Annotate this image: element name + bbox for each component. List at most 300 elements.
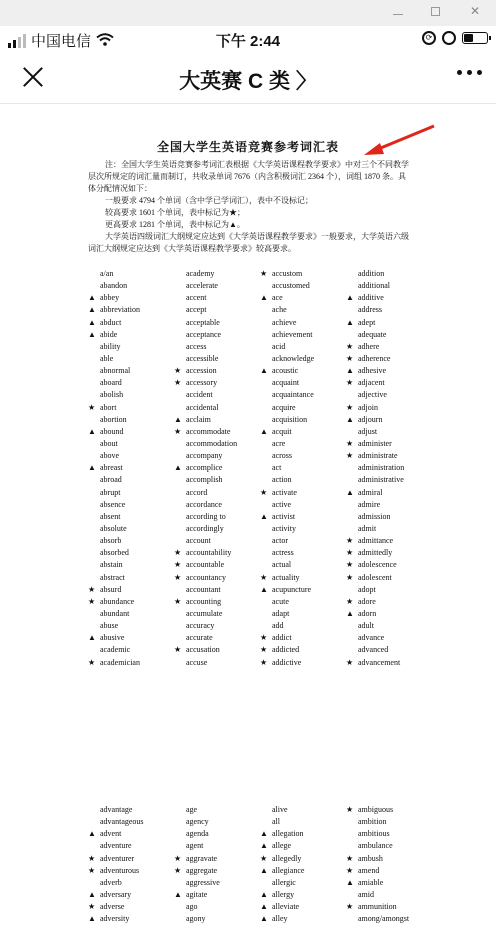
vocab-word: abound [100,426,124,436]
level-mark: ▲ [346,293,354,303]
minimize-button[interactable] [393,7,403,15]
vocab-word: academy [186,269,215,278]
vocab-entry [346,304,434,316]
vocab-word: additional [358,281,390,291]
intro-text [88,159,418,255]
vocab-word: accessory [186,378,218,388]
vocab-word: account [186,536,211,546]
level-mark: ▲ [88,463,96,473]
vocab-word: accustom [272,269,303,278]
level-mark: ★ [346,853,354,863]
vocab-word: acquit [272,426,292,436]
vocab-entry [260,816,348,828]
vocab-entry [260,535,348,547]
vocab-entry [346,877,434,889]
vocab-entry [174,877,262,889]
vocab-entry [88,632,176,644]
vocab-word: acclaim [186,414,211,424]
vocab-word: advanced [358,645,389,655]
vocab-entry [88,438,176,450]
vocab-word: abstain [100,560,123,570]
vocab-entry [260,365,348,377]
level-mark: ★ [174,560,182,570]
intro-line: 更高要求 1281 个单词，表中标记为▲。 [105,220,245,229]
vocab-word: about [100,438,118,448]
vocab-word: across [272,451,292,461]
vocab-word: advantageous [100,817,144,827]
vocab-word: ambitious [358,829,390,839]
vocab-word: accident [186,390,213,400]
vocab-column [260,268,348,669]
vocab-word: abroad [100,475,122,485]
vocab-word: amid [358,889,374,899]
vocab-entry [174,402,262,414]
vocab-entry [346,353,434,365]
vocab-word: agenda [186,829,209,839]
vocab-word: actor [272,536,288,546]
level-mark: ▲ [88,829,96,839]
level-mark: ★ [346,451,354,461]
vocab-entry [174,865,262,877]
vocab-entry [346,584,434,596]
vocab-word: absent [100,511,121,521]
vocab-word: abreast [100,463,123,473]
vocab-word: abnormal [100,366,131,376]
level-mark: ▲ [260,511,268,521]
status-right [422,31,488,45]
vocab-word: abundance [100,596,135,606]
vocab-entry [174,329,262,341]
vocab-entry [260,329,348,341]
vocab-word: a/an [100,269,114,278]
vocab-entry [174,377,262,389]
page-title[interactable]: 大英赛 C 类 〉 [179,70,317,93]
vocab-entry [260,499,348,511]
vocab-word: abuse [100,621,119,631]
vocab-entry [174,901,262,913]
vocab-entry [260,547,348,559]
vocab-entry [88,365,176,377]
vocab-word: abolish [100,390,124,400]
level-mark: ★ [174,426,182,436]
vocab-word: adjective [358,390,387,400]
vocab-word: ago [186,902,198,912]
vocab-entry [346,487,434,499]
vocab-entry [346,414,434,426]
vocab-word: accordingly [186,523,224,533]
window-title-strip [0,0,496,26]
vocab-word: aboard [100,378,122,388]
vocab-word: absurd [100,584,122,594]
vocab-word: acknowledge [272,353,315,363]
vocab-word: agency [186,817,209,827]
vocab-entry [346,474,434,486]
vocab-entry [260,292,348,304]
level-mark: ▲ [174,414,182,424]
vocab-entry [346,499,434,511]
vocab-word: acre [272,438,286,448]
vocab-word: admiral [358,487,383,497]
vocab-word: ace [272,293,283,303]
vocab-entry [88,901,176,913]
vocab-entry [174,499,262,511]
level-mark: ★ [174,645,182,655]
vocab-entry [88,535,176,547]
vocab-entry [88,547,176,559]
vocab-word: accountable [186,560,225,570]
vocab-entry [174,280,262,292]
vocab-entry [174,657,262,669]
vocab-entry [88,341,176,353]
vocab-entry [174,816,262,828]
vocab-word: accordance [186,499,222,509]
level-mark: ★ [88,657,96,667]
vocab-entry [174,474,262,486]
level-mark: ★ [174,853,182,863]
level-mark: ★ [346,865,354,875]
vocab-entry [174,365,262,377]
vocab-word: accord [186,487,208,497]
vocab-entry [346,853,434,865]
level-mark: ▲ [260,902,268,912]
vocab-word: achieve [272,317,297,327]
vocab-word: accompany [186,451,223,461]
level-mark: ▲ [260,865,268,875]
vocab-entry [260,341,348,353]
vocab-entry [260,511,348,523]
vocab-word: allegedly [272,853,302,863]
level-mark: ▲ [88,305,96,315]
vocab-entry [88,620,176,632]
vocab-word: agony [186,914,206,924]
more-icon[interactable] [457,70,482,75]
vocab-word: able [100,353,114,363]
vocab-entry [174,559,262,571]
vocab-word: absorb [100,536,122,546]
vocab-entry [174,853,262,865]
level-mark: ▲ [260,914,268,924]
vocab-entry [260,877,348,889]
vocab-entry [174,572,262,584]
vocab-entry [88,499,176,511]
vocab-entry [174,426,262,438]
vocab-entry [88,889,176,901]
vocab-word: abrupt [100,487,121,497]
vocab-entry [346,450,434,462]
vocab-entry [174,523,262,535]
vocab-word: adopt [358,584,376,594]
vocab-word: adept [358,317,376,327]
vocab-entry [260,304,348,316]
vocab-word: age [186,805,198,814]
vocab-entry [260,840,348,852]
vocab-entry [346,377,434,389]
vocab-entry [346,657,434,669]
vocab-word: ability [100,341,121,351]
vocab-word: abortion [100,414,127,424]
vocab-entry [88,450,176,462]
vocab-entry [174,644,262,656]
level-mark: ★ [260,269,268,278]
vocab-entry [174,462,262,474]
vocab-word: accept [186,305,207,315]
vocab-word: actual [272,560,292,570]
vocab-entry [260,804,348,816]
vocab-word: above [100,451,120,461]
vocab-word: adhere [358,341,380,351]
vocab-entry [260,901,348,913]
vocab-entry [346,572,434,584]
vocab-word: accusation [186,645,220,655]
level-mark: ★ [174,865,182,875]
vocab-entry [260,889,348,901]
vocab-word: acquaint [272,378,300,388]
vocab-entry [174,268,262,280]
vocab-entry [88,462,176,474]
vocab-entry [174,438,262,450]
vocab-word: agitate [186,889,208,899]
vocab-entry [346,329,434,341]
vocab-word: accelerate [186,281,218,291]
vocab-word: allege [272,841,292,851]
vocab-word: adjacent [358,378,385,388]
vocab-entry [260,632,348,644]
level-mark: ▲ [346,317,354,327]
vocab-word: access [186,341,207,351]
vocab-entry [260,462,348,474]
vocab-entry [346,865,434,877]
vocab-entry [346,523,434,535]
vocab-word: acceptance [186,329,222,339]
vocab-word: activate [272,487,297,497]
vocab-entry [260,438,348,450]
level-mark: ★ [174,378,182,388]
vocab-entry [174,804,262,816]
level-mark: ▲ [174,889,182,899]
vocab-entry [88,317,176,329]
vocab-word: acoustic [272,366,299,376]
battery-icon [462,32,488,44]
vocab-entry [346,402,434,414]
vocab-entry [174,913,262,925]
level-mark: ▲ [88,633,96,643]
level-mark: ★ [260,572,268,582]
vocab-entry [346,317,434,329]
vocab-entry [346,547,434,559]
vocab-word: adapt [272,608,290,618]
vocab-entry [88,853,176,865]
vocab-word: amend [358,865,380,875]
vocab-entry [346,913,434,925]
vocab-word: absence [100,499,126,509]
vocab-word: aggressive [186,877,220,887]
level-mark: ▲ [88,426,96,436]
vocab-entry [346,828,434,840]
vocab-entry [346,889,434,901]
level-mark: ★ [88,596,96,606]
vocab-entry [88,877,176,889]
vocab-entry [346,535,434,547]
vocab-entry [174,341,262,353]
vocab-word: accommodate [186,426,231,436]
vocab-entry [346,559,434,571]
vocab-entry [88,280,176,292]
level-mark: ★ [174,366,182,376]
level-mark: ★ [174,548,182,558]
vocab-entry [174,487,262,499]
vocab-word: accounting [186,596,222,606]
vocab-entry [88,426,176,438]
vocab-entry [174,596,262,608]
vocab-entry [88,804,176,816]
level-mark: ▲ [88,914,96,924]
vocab-entry [88,572,176,584]
vocab-entry [346,901,434,913]
vocab-word: administration [358,463,405,473]
vocab-word: actuality [272,572,300,582]
level-mark: ★ [88,402,96,412]
nav-bar [0,52,496,104]
vocab-entry [88,828,176,840]
maximize-button[interactable] [431,7,440,16]
vocab-entry [174,511,262,523]
vocab-word: amiable [358,877,384,887]
vocab-word: accession [186,366,217,376]
vocab-word: adolescence [358,560,397,570]
level-mark: ★ [174,572,182,582]
vocab-entry [346,389,434,401]
window-close-icon[interactable]: ✕ [469,4,481,18]
vocab-entry [346,511,434,523]
vocab-entry [260,853,348,865]
vocab-entry [346,816,434,828]
vocab-entry [346,620,434,632]
vocab-word: accidental [186,402,219,412]
vocab-word: aggregate [186,865,218,875]
level-mark: ▲ [88,889,96,899]
level-mark: ▲ [88,329,96,339]
vocab-word: addition [358,269,385,278]
vocab-word: absorbed [100,548,129,558]
vocab-entry [260,268,348,280]
vocab-word: add [272,621,284,631]
level-mark: ★ [88,584,96,594]
level-mark: ★ [346,378,354,388]
level-mark: ★ [260,657,268,667]
vocab-entry [260,487,348,499]
vocab-word: acquaintance [272,390,314,400]
vocab-word: abundant [100,608,130,618]
intro-line: 较高要求 1601 个单词，表中标记为★； [105,208,245,217]
vocab-entry [88,511,176,523]
vocab-entry [260,913,348,925]
vocab-entry [88,292,176,304]
vocab-entry [174,632,262,644]
vocab-entry [260,414,348,426]
vocab-entry [260,828,348,840]
vocab-entry [88,913,176,925]
vocab-entry [260,608,348,620]
vocab-entry [174,535,262,547]
vocab-word: allergy [272,889,295,899]
vocab-entry [88,329,176,341]
vocab-entry [174,620,262,632]
vocab-word: abbreviation [100,305,140,315]
level-mark: ▲ [260,426,268,436]
vocab-word: addict [272,633,292,643]
vocab-entry [88,657,176,669]
vocab-word: adventure [100,841,132,851]
vocab-word: accurate [186,633,213,643]
vocab-word: administer [358,438,392,448]
level-mark: ▲ [346,487,354,497]
vocab-word: adversity [100,914,130,924]
window-controls [393,4,482,18]
status-bar [0,26,496,52]
intro-line: 体分配情况如下： [88,184,152,193]
vocab-word: adult [358,621,374,631]
vocab-column [88,804,176,925]
level-mark: ★ [346,902,354,912]
level-mark: ★ [346,536,354,546]
vocab-word: adventurous [100,865,140,875]
vocab-word: according to [186,511,226,521]
vocab-entry [174,389,262,401]
level-mark: ★ [260,853,268,863]
level-mark: ★ [88,865,96,875]
level-mark: ★ [346,548,354,558]
vocab-word: admittance [358,536,394,546]
vocab-entry [88,487,176,499]
vocab-word: abort [100,402,117,412]
intro-line: 注：全国大学生英语竞赛参考词汇表根据《大学英语课程教学要求》中对三个不同教学 [105,160,409,169]
vocab-word: act [272,463,282,473]
document-image [0,105,496,930]
status-time: 下午 2:44 [215,33,281,50]
vocab-word: ambiguous [358,805,394,814]
vocab-entry [260,584,348,596]
vocab-entry [174,840,262,852]
vocab-word: aggravate [186,853,218,863]
vocab-word: ambulance [358,841,393,851]
level-mark: ★ [346,560,354,570]
intro-line: 词汇大纲规定应达到《大学英语课程教学要求》较高要求。 [88,244,296,253]
vocab-entry [346,804,434,816]
vocab-word: accountability [186,548,232,558]
vocab-entry [260,377,348,389]
level-mark: ★ [260,645,268,655]
vocab-word: acquisition [272,414,308,424]
level-mark: ★ [346,402,354,412]
vocab-word: accomplice [186,463,223,473]
vocab-word: adequate [358,329,387,339]
vocab-entry [88,584,176,596]
vocab-word: adverse [100,902,125,912]
vocab-word: abide [100,329,118,339]
level-mark: ★ [260,633,268,643]
vocab-word: acid [272,341,286,351]
vocab-entry [346,438,434,450]
vocab-entry [88,865,176,877]
vocab-word: agent [186,841,204,851]
vocab-entry [346,608,434,620]
vocab-entry [260,280,348,292]
level-mark: ★ [88,853,96,863]
vocab-entry [346,596,434,608]
vocab-word: achievement [272,329,313,339]
vocab-word: allegiance [272,865,305,875]
level-mark: ★ [260,487,268,497]
